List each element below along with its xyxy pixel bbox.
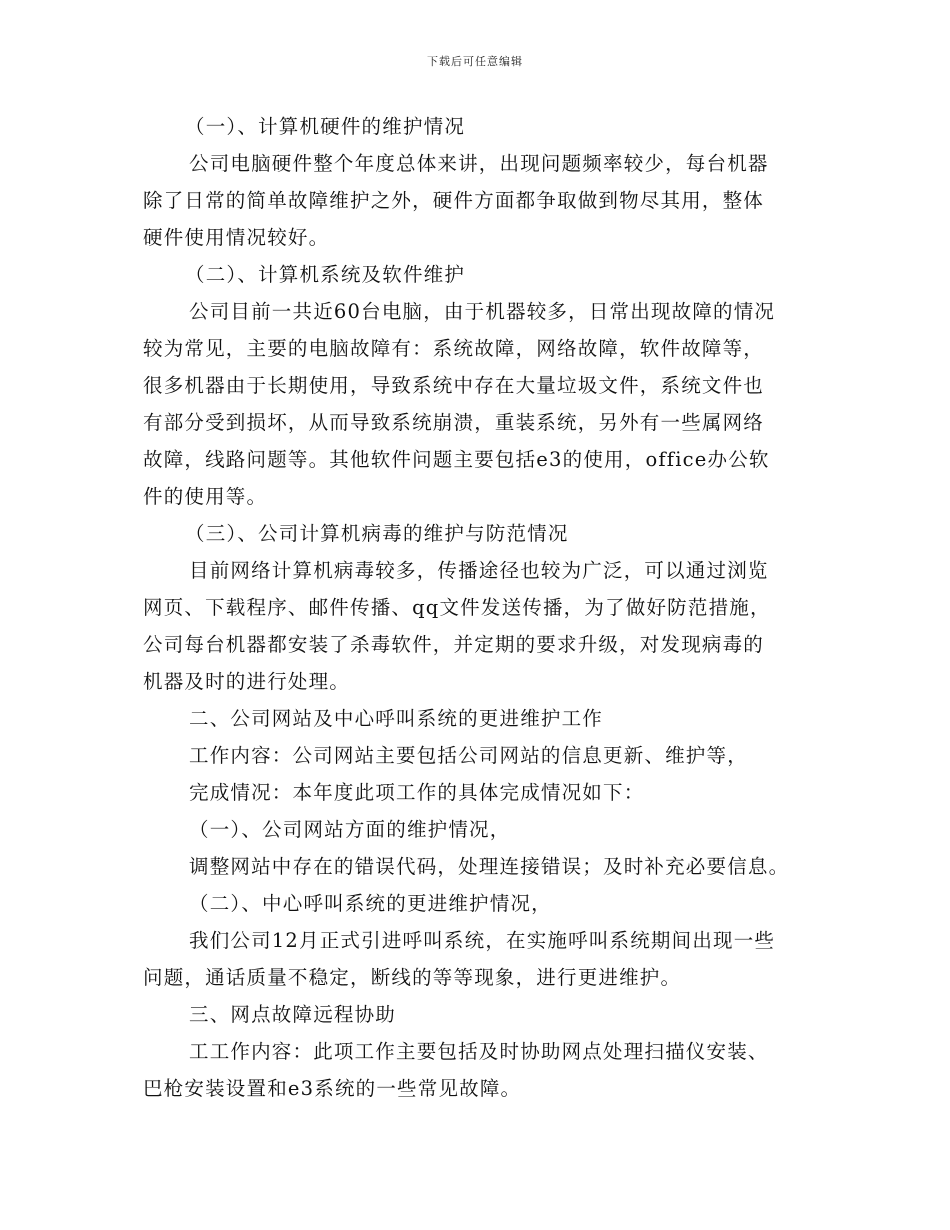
paragraph-line: 公司目前一共近60台电脑，由于机器较多，日常出现故障的情况 (189, 300, 776, 323)
paragraph-line: 目前网络计算机病毒较多，传播途径也较为广泛，可以通过浏览 (189, 559, 769, 582)
paragraph-line: 公司电脑硬件整个年度总体来讲，出现问题频率较少，每台机器 (189, 152, 769, 175)
paragraph-line: 有部分受到损坏，从而导致系统崩溃，重装系统，另外有一些属网络 (143, 411, 765, 434)
section-heading: （一）、计算机硬件的维护情况 (185, 115, 466, 138)
paragraph-line: 机器及时的进行处理。 (143, 670, 351, 693)
section-heading: （二）、计算机系统及软件维护 (185, 263, 466, 286)
paragraph-line: 工作内容：公司网站主要包括公司网站的信息更新、维护等， (189, 744, 748, 767)
document-body (143, 108, 813, 1107)
section-heading: 二、公司网站及中心呼叫系统的更进维护工作 (189, 707, 604, 730)
paragraph-line: 故障，线路问题等。其他软件问题主要包括e3的使用，office办公软 (143, 448, 770, 471)
paragraph-line: 除了日常的简单故障维护之外，硬件方面都争取做到物尽其用，整体 (143, 189, 765, 212)
paragraph-line: 我们公司12月正式引进呼叫系统，在实施呼叫系统期间出现一些 (189, 929, 776, 952)
paragraph-line: 调整网站中存在的错误代码，处理连接错误；及时补充必要信息。 (189, 855, 790, 878)
page-header: 下载后可任意编辑 (427, 55, 523, 68)
paragraph-line: 件的使用等。 (143, 485, 268, 508)
section-heading: 三、网点故障远程协助 (189, 1003, 397, 1026)
paragraph-line: 硬件使用情况较好。 (143, 226, 330, 249)
paragraph-line: 网页、下载程序、邮件传播、qq文件发送传播，为了做好防范措施， (143, 596, 771, 619)
paragraph-line: 完成情况：本年度此项工作的具体完成情况如下： (189, 781, 645, 804)
section-heading: （一）、公司网站方面的维护情况， (189, 818, 511, 841)
paragraph-line: 巴枪安装设置和e3系统的一些常见故障。 (143, 1077, 522, 1100)
section-heading: （三）、公司计算机病毒的维护与防范情况 (185, 522, 569, 545)
section-heading: （二）、中心呼叫系统的更进维护情况， (189, 892, 552, 915)
paragraph-line: 公司每台机器都安装了杀毒软件，并定期的要求升级，对发现病毒的 (143, 633, 765, 656)
paragraph-line: 较为常见，主要的电脑故障有：系统故障，网络故障，软件故障等， (143, 337, 765, 360)
paragraph-line: 工工作内容：此项工作主要包括及时协助网点处理扫描仪安装、 (189, 1040, 769, 1063)
paragraph-line: 问题，通话质量不稳定，断线的等等现象，进行更进维护。 (143, 966, 682, 989)
paragraph-line: 很多机器由于长期使用，导致系统中存在大量垃圾文件，系统文件也 (143, 374, 765, 397)
